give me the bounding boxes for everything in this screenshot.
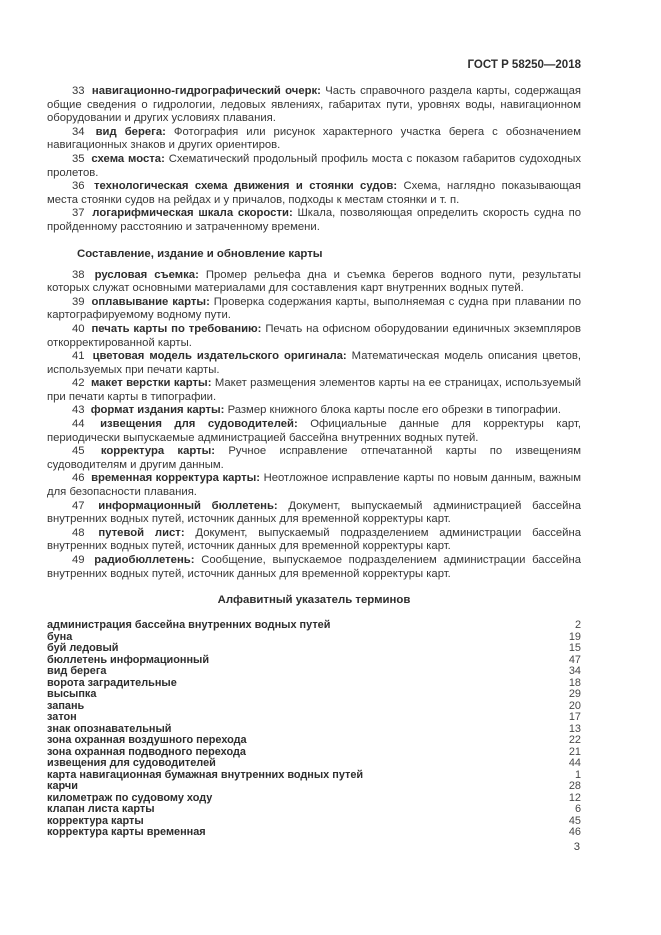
- term-number: 48: [72, 526, 85, 539]
- term-definition: [47, 527, 581, 554]
- term-name: информационный бюллетень:: [98, 499, 278, 512]
- subsection-heading: Составление, издание и обновление карты: [77, 247, 323, 260]
- term-definition: [47, 207, 581, 234]
- index-term-number: 29: [568, 688, 581, 701]
- term-name: временная корректура карты:: [91, 472, 261, 485]
- index-term-number: 34: [568, 665, 581, 678]
- term-text: Ручное исправление отпечатанной карты по извещениям судоводителям и другим данным.: [47, 445, 581, 471]
- term-number: 47: [72, 499, 85, 512]
- index-term-number: 45: [568, 814, 581, 827]
- term-definition: [47, 404, 581, 418]
- index-term: карчи: [47, 780, 78, 793]
- term-text: Документ, выпускаемый подразделением администрации бассейна внутренних водных путей, источник данных для временной корректуры карт.: [47, 526, 581, 553]
- term-number: 43: [72, 404, 85, 417]
- index-term: буна: [47, 630, 73, 643]
- index-entry: [47, 689, 581, 701]
- term-name: вид берега:: [95, 125, 166, 138]
- index-entry: [47, 655, 581, 667]
- index-term-number: 47: [568, 653, 581, 666]
- index-entry: [47, 781, 581, 793]
- index-entry: [47, 804, 581, 816]
- term-definition: [47, 269, 581, 296]
- index-term: затон: [47, 711, 77, 724]
- index-entry: [47, 758, 581, 770]
- term-definition: [47, 554, 581, 581]
- index-entry: [47, 712, 581, 724]
- term-text: Документ, выпускаемый администрацией бассейна внутренних водных путей, источник данных для временной корректуры карт.: [47, 499, 582, 526]
- index-term-number: 13: [568, 722, 581, 735]
- term-number: 44: [72, 418, 85, 431]
- term-number: 34: [72, 125, 85, 138]
- term-definition: [47, 445, 581, 472]
- term-definition: [47, 126, 581, 153]
- index-term-number: 22: [568, 734, 581, 747]
- term-name: печать карты по требованию:: [91, 322, 262, 335]
- index-term: ворота заградительные: [47, 676, 177, 689]
- term-number: 38: [72, 268, 85, 281]
- term-number: 39: [72, 295, 85, 308]
- index-entry: [47, 701, 581, 713]
- term-name: корректура карты:: [100, 445, 216, 458]
- term-definition: [47, 418, 581, 445]
- index-term-number: 18: [568, 676, 581, 689]
- term-number: 41: [72, 350, 85, 363]
- page-content: [47, 58, 581, 839]
- index-term: зона охранная подводного перехода: [47, 745, 246, 758]
- index-term: корректура карты временная: [47, 826, 206, 839]
- index-term: километраж по судовому ходу: [47, 791, 213, 804]
- term-number: 37: [72, 207, 85, 220]
- term-text: Проверка содержания карты, выполняемая с судна при плавании по картографируемому водному пути.: [47, 295, 581, 322]
- term-text: Математическая модель описания цветов, используемых при печати карты.: [47, 350, 582, 376]
- index-term: корректура карты: [47, 814, 144, 827]
- term-text: Печать на офисном оборудовании единичных экземпляров откорректированной карты.: [47, 322, 582, 349]
- term-text: Фотография или рисунок характерного участка берега с обозначением навигационных знаков и других ориентиров.: [47, 125, 581, 152]
- index-term-number: 19: [568, 630, 581, 643]
- index-entry: [47, 770, 581, 782]
- term-text: Схема, наглядно показывающая места стоянки судов на рейдах и у причалов, подходы к местам стоянки и т. п.: [47, 180, 582, 206]
- doc-code: ГОСТ Р 58250—2018: [467, 59, 581, 71]
- term-name: логарифмическая шкала скорости:: [92, 207, 293, 220]
- term-name: радиобюллетень:: [94, 554, 195, 566]
- terms-section-1: [47, 85, 581, 235]
- index-entry: [47, 666, 581, 678]
- index-entry: [47, 827, 581, 839]
- term-definition: [47, 85, 581, 126]
- term-number: 36: [72, 180, 85, 193]
- index-term: знак опознавательный: [47, 722, 172, 735]
- term-name: оплавывание карты:: [91, 295, 210, 308]
- index-term: запань: [47, 699, 85, 712]
- index-term: зона охранная воздушного перехода: [47, 734, 247, 747]
- term-text: Официальные данные для корректуры карт, периодически выпускаемые администрацией бассейна внутренних водных путей.: [47, 418, 581, 444]
- term-number: 42: [72, 377, 85, 390]
- index-term-number: 2: [574, 619, 581, 632]
- term-text: Схематический продольный профиль моста с показом габаритов судоходных пролетов.: [47, 152, 582, 179]
- index-term: клапан листа карты: [47, 803, 155, 816]
- index-term-number: 15: [568, 642, 581, 655]
- index-entry: [47, 678, 581, 690]
- term-name: макет верстки карты:: [90, 377, 212, 390]
- term-number: 49: [72, 554, 85, 566]
- term-definition: [47, 180, 581, 207]
- term-name: формат издания карты:: [90, 404, 225, 417]
- term-name: технологическая схема движения и стоянки судов:: [93, 180, 398, 193]
- index-term: извещения для судоводителей: [47, 757, 216, 770]
- index-term: карта навигационная бумажная внутренних водных путей: [47, 768, 364, 781]
- term-number: 40: [72, 322, 85, 335]
- document-header: [47, 58, 581, 72]
- term-text: Неотложное исправление карты по новым данным, важным для безопасности плавания.: [47, 472, 582, 499]
- term-text: Часть справочного раздела карты, содержащая общие сведения о гидрологии, ледовых явлениях, габаритах пути, уровнях воды, навигационном оборудовании и других условиях плавания.: [47, 85, 581, 125]
- term-number: 35: [72, 152, 85, 165]
- term-name: русловая съемка:: [94, 268, 199, 281]
- index-term-number: 44: [568, 757, 581, 770]
- page-number: 3: [573, 841, 580, 853]
- term-name: навигационно-гидрографический очерк:: [91, 85, 321, 97]
- index-term-number: 20: [568, 699, 581, 712]
- index-term-number: 12: [568, 791, 581, 804]
- term-text: Сообщение, выпускаемое подразделением администрации бассейна внутренних водных путей, источник данных для временной корректуры карт.: [47, 554, 582, 580]
- term-name: цветовая модель издательского оригинала:: [92, 350, 347, 363]
- index-term: администрация бассейна внутренних водных путей: [47, 619, 331, 632]
- terms-section-2: [47, 269, 581, 582]
- index-term-number: 46: [568, 826, 581, 839]
- term-number: 33: [72, 85, 85, 97]
- index-entry: [47, 620, 581, 632]
- term-name: извещения для судоводителей:: [100, 418, 298, 431]
- term-definition: [47, 500, 581, 527]
- index-term-number: 1: [574, 768, 581, 781]
- term-name: путевой лист:: [98, 526, 185, 539]
- index-heading: Алфавитный указатель терминов: [217, 594, 411, 607]
- term-definition: [47, 153, 581, 180]
- index-term-number: 17: [568, 711, 581, 724]
- index-term: буй ледовый: [47, 642, 119, 655]
- index-term: вид берега: [47, 665, 107, 678]
- term-number: 45: [72, 445, 85, 458]
- term-text: Шкала, позволяющая определить скорость судна по пройденному расстоянию и затраченному времени.: [47, 207, 581, 233]
- index-entry: [47, 632, 581, 644]
- index-entry: [47, 643, 581, 655]
- term-definition: [47, 323, 581, 350]
- term-definition: [47, 472, 581, 499]
- term-text: Макет размещения элементов карты на ее страницах, используемый при печати карты в типографии.: [47, 377, 582, 403]
- index-term: высыпка: [47, 688, 97, 701]
- index-term-number: 28: [568, 780, 581, 793]
- term-name: схема моста:: [91, 152, 165, 165]
- term-definition: [47, 296, 581, 323]
- index-term-number: 6: [574, 803, 581, 816]
- index-term-number: 21: [568, 745, 581, 758]
- term-definition: [47, 377, 581, 404]
- term-text: Промер рельефа дна и съемка берегов водного пути, результаты которых служат основными материалами для составления карт внутренних водных путей.: [47, 268, 582, 295]
- term-text: Размер книжного блока карты после его обрезки в типографии.: [227, 404, 561, 417]
- index-list: [47, 620, 581, 839]
- index-term: бюллетень информационный: [47, 653, 210, 666]
- term-definition: [47, 350, 581, 377]
- term-number: 46: [72, 472, 85, 485]
- index-entry: [47, 735, 581, 747]
